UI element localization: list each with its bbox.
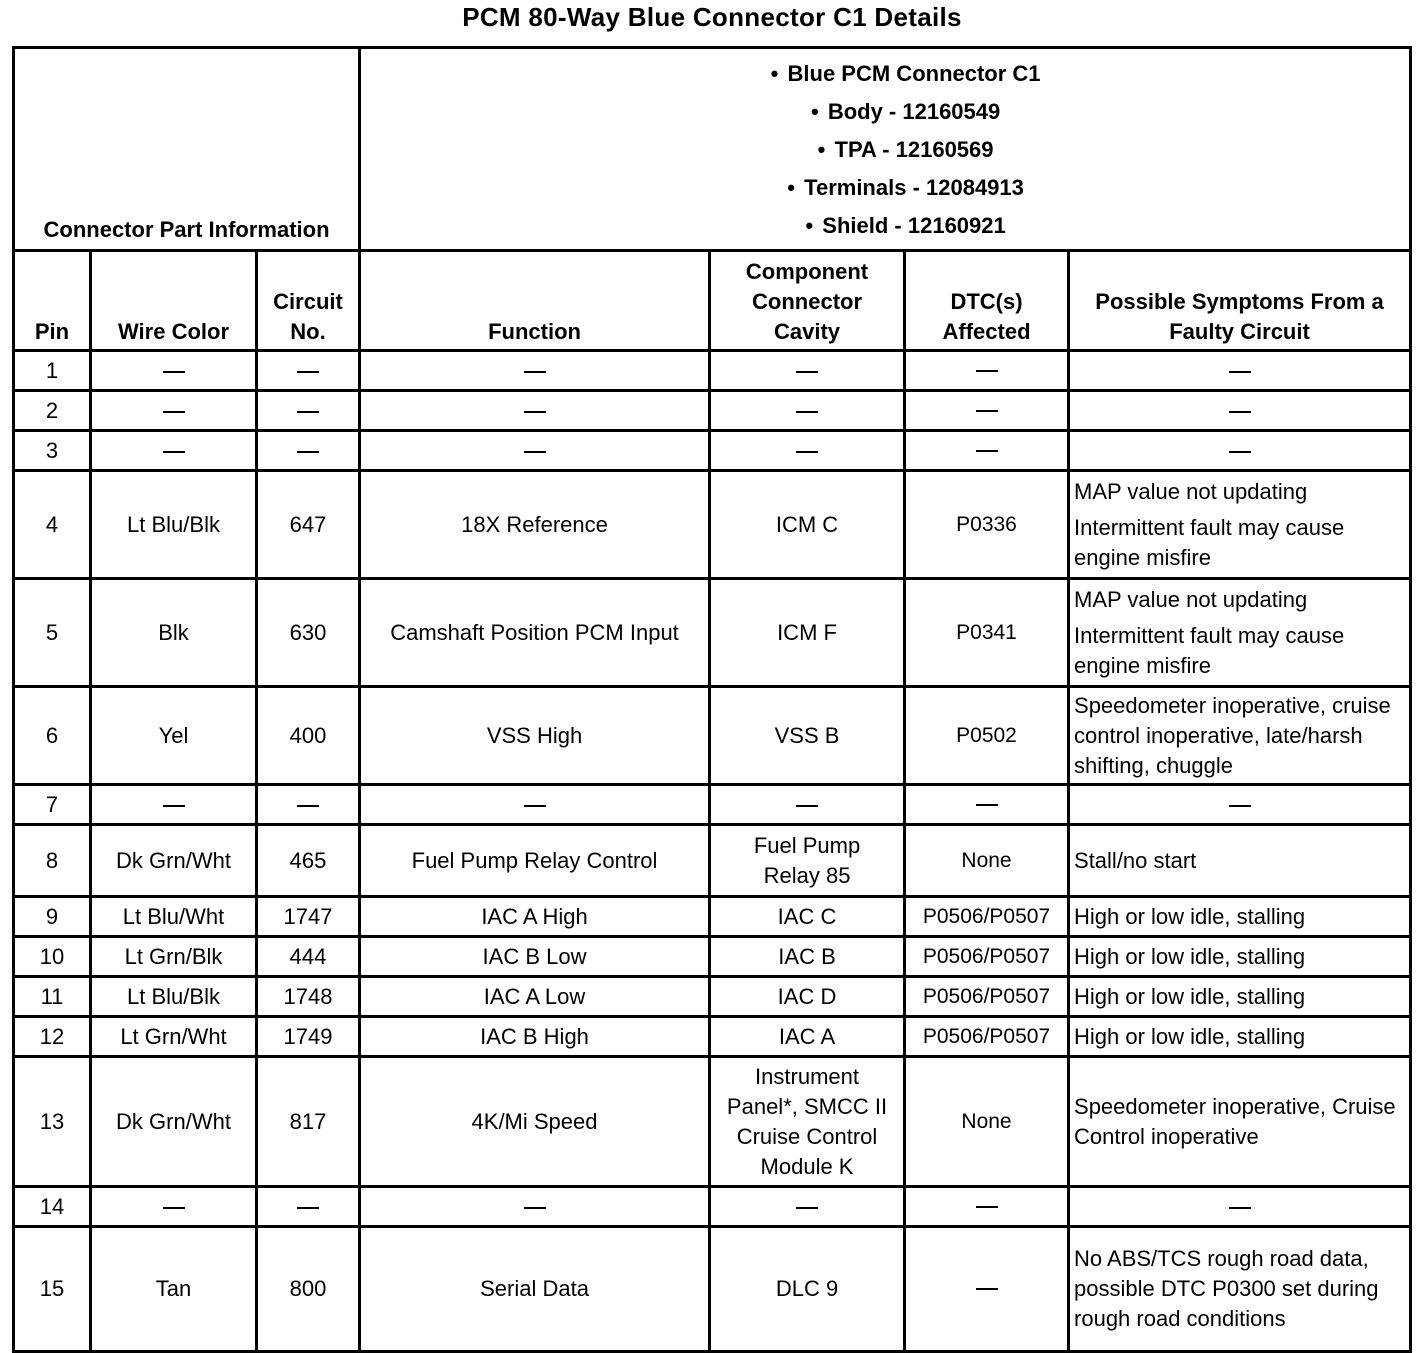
table-row [14,687,1411,785]
cell-text: Camshaft Position PCM Input [390,619,679,645]
connector-info-item: • Blue PCM Connector C1 [401,55,1401,93]
symptom-line [1074,585,1405,615]
dtc-cell [905,1227,1069,1352]
cell-text: MAP value not updating [1074,478,1308,504]
empty-dash [297,1207,319,1209]
circuit-cell [257,897,360,937]
cell-text: IAC B High [480,1023,589,1049]
table-row [14,1057,1411,1187]
empty-dash [1229,371,1251,373]
empty-dash [524,371,546,373]
cell-text: 12 [39,1023,65,1049]
cell-text: 1 [45,357,59,383]
circuit-cell [257,687,360,785]
table-row [14,579,1411,687]
pin-cell [14,579,91,687]
circuit-cell [257,579,360,687]
cell-text: Fuel Pump Relay Control [411,847,658,873]
empty-dash [796,805,818,807]
col-header-pin: Pin [14,251,91,351]
cell-text: Yel [158,722,189,748]
cavity-cell [710,471,905,579]
symptom-line [1074,902,1405,932]
empty-dash [976,1206,998,1208]
cell-text: Lt Blu/Blk [127,983,220,1009]
circuit-cell [257,1227,360,1352]
col-header-symptoms [1069,251,1411,351]
empty-dash [524,805,546,807]
symptom-line [1074,846,1405,876]
circuit-cell [257,391,360,431]
empty-dash [297,371,319,373]
symptom-line [1074,982,1405,1012]
cell-text: 444 [289,943,327,969]
cavity-cell [710,431,905,471]
function-cell [360,785,710,825]
symptoms-cell [1069,937,1411,977]
cell-text: Blk [158,619,189,645]
symptom-line [1074,436,1405,466]
empty-dash [1229,411,1251,413]
cell-text: IAC C [777,903,837,929]
cell-text: 5 [45,619,59,645]
col-header-wire-color: Wire Color [91,251,257,351]
empty-dash [1229,1207,1251,1209]
col-header-function: Function [360,251,710,351]
cell-text: IAC A [778,1023,836,1049]
cavity-cell [710,1017,905,1057]
function-cell [360,687,710,785]
header-line: DTC(s) [950,289,1023,314]
dtc-cell [905,687,1069,785]
pin-cell [14,897,91,937]
function-cell [360,431,710,471]
wire-color-cell [91,579,257,687]
cell-text: VSS High [486,722,583,748]
empty-dash [976,410,998,412]
wire-color-cell [91,977,257,1017]
col-header-circuit [257,251,360,351]
symptom-line [1074,396,1405,426]
function-cell [360,351,710,391]
symptoms-cell [1069,687,1411,785]
cell-text: Tan [155,1276,192,1301]
cavity-cell [710,351,905,391]
cell-text: P0336 [956,512,1017,536]
cell-text: VSS B [774,722,840,748]
table-row [14,937,1411,977]
header-line: No. [290,319,326,344]
wire-color-cell [91,391,257,431]
dtc-cell [905,1017,1069,1057]
cell-text: 800 [289,1276,327,1301]
circuit-cell [257,785,360,825]
cell-text: MAP value not updating [1074,586,1308,612]
function-cell [360,579,710,687]
cell-text: P0506/P0507 [922,944,1051,968]
empty-dash [524,1207,546,1209]
empty-dash [796,371,818,373]
cell-text: Instrument [755,1063,859,1089]
empty-dash [976,804,998,806]
cavity-cell [710,579,905,687]
cell-text: IAC A High [481,903,588,929]
cavity-cell [710,1227,905,1352]
symptoms-cell [1069,471,1411,579]
connector-info-item: • Shield - 12160921 [401,207,1401,245]
wire-color-cell [91,1057,257,1187]
cell-text: Speedometer inoperative, Cruise Control inoperative [1074,1093,1396,1149]
cell-text: Lt Blu/Blk [127,511,220,537]
cell-text: Dk Grn/Wht [116,847,231,873]
empty-dash [1229,805,1251,807]
cell-text: High or low idle, stalling [1074,983,1306,1009]
cell-text: Intermittent fault may cause engine misfire [1074,514,1345,570]
function-cell [360,1227,710,1352]
dtc-cell [905,351,1069,391]
col-header-dtc [905,251,1069,351]
cell-text: Lt Blu/Wht [122,903,225,929]
empty-dash [976,450,998,452]
header-line: Connector [752,289,863,314]
wire-color-cell [91,785,257,825]
cell-text: 13 [39,1108,65,1134]
symptom-line [1074,1022,1405,1052]
empty-dash [163,805,185,807]
cell-text: IAC B [778,943,836,969]
symptoms-cell [1069,785,1411,825]
function-cell [360,471,710,579]
connector-info-item: • Body - 12160549 [401,93,1401,131]
dtc-cell [905,1057,1069,1187]
cell-text: 14 [39,1193,65,1219]
empty-dash [163,411,185,413]
dtc-cell [905,1187,1069,1227]
symptoms-cell [1069,897,1411,937]
pin-cell [14,351,91,391]
cell-text: IAC D [777,983,837,1009]
pin-cell [14,431,91,471]
circuit-cell [257,351,360,391]
wire-color-cell [91,471,257,579]
cell-text: ICM F [777,619,837,645]
cell-text: 3 [45,437,59,463]
function-cell [360,391,710,431]
function-cell [360,897,710,937]
pin-cell [14,825,91,897]
column-header-row [14,251,1411,351]
empty-dash [976,1288,998,1290]
wire-color-cell [91,1187,257,1227]
cell-text: None [961,1109,1012,1133]
cell-text: None [961,848,1012,872]
cell-text: 465 [289,847,327,873]
cell-text: High or low idle, stalling [1074,903,1306,929]
circuit-cell [257,937,360,977]
cavity-cell [710,785,905,825]
symptoms-cell [1069,825,1411,897]
pin-cell [14,391,91,431]
function-cell [360,1017,710,1057]
symptom-line [1074,1192,1405,1222]
wire-color-cell [91,897,257,937]
cell-text: IAC A Low [483,983,586,1009]
table-row [14,1227,1411,1352]
header-line: Faulty Circuit [1169,319,1310,344]
cavity-cell [710,937,905,977]
cavity-cell [710,1187,905,1227]
cavity-cell [710,825,905,897]
cell-text: 647 [289,511,327,537]
cell-text: DLC 9 [775,1276,839,1301]
connector-info-row [14,48,1411,251]
cell-text: 10 [39,943,65,969]
cell-text: 817 [289,1108,327,1134]
cell-text: ICM C [775,511,839,537]
empty-dash [163,1207,185,1209]
pin-cell [14,471,91,579]
table-row [14,825,1411,897]
dtc-cell [905,825,1069,897]
cell-text: Cruise Control [736,1123,878,1149]
cell-text: 18X Reference [461,511,608,537]
empty-dash [524,411,546,413]
cell-text: 4K/Mi Speed [471,1108,598,1134]
table-row [14,431,1411,471]
dtc-cell [905,897,1069,937]
function-cell [360,1057,710,1187]
table-row [14,471,1411,579]
wire-color-cell [91,937,257,977]
cell-text: 15 [39,1276,65,1301]
table-row [14,1017,1411,1057]
header-line: Component [745,259,869,284]
dtc-cell [905,977,1069,1017]
symptom-line [1074,621,1405,681]
function-cell [360,825,710,897]
empty-dash [163,371,185,373]
symptoms-cell [1069,351,1411,391]
symptoms-cell [1069,1017,1411,1057]
cell-text: 7 [45,791,59,817]
cell-text: Speedometer inoperative, cruise control inoperative, late/harsh shifting, chuggle [1074,692,1391,778]
empty-dash [796,451,818,453]
dtc-cell [905,391,1069,431]
cavity-cell [710,1057,905,1187]
cavity-cell [710,391,905,431]
col-header-cavity [710,251,905,351]
cell-text: 1748 [283,983,333,1009]
symptom-line [1074,513,1405,573]
symptom-line [1074,477,1405,507]
dtc-cell [905,579,1069,687]
cell-text: P0506/P0507 [922,904,1051,928]
header-line: Cavity [773,319,841,344]
cell-text: IAC B Low [482,943,587,969]
circuit-cell [257,977,360,1017]
cavity-cell [710,977,905,1017]
dtc-cell [905,471,1069,579]
cell-text: Lt Grn/Wht [120,1023,227,1049]
symptoms-cell [1069,1057,1411,1187]
connector-table [12,46,1412,1353]
header-line: Possible Symptoms From a [1095,289,1384,314]
cell-text: 1749 [283,1023,333,1049]
cell-text: 8 [45,847,59,873]
table-row [14,785,1411,825]
circuit-cell [257,1017,360,1057]
cell-text: Lt Grn/Blk [124,943,223,969]
function-cell [360,937,710,977]
wire-color-cell [91,351,257,391]
wire-color-cell [91,825,257,897]
pin-cell [14,1227,91,1352]
cell-text: P0506/P0507 [922,1024,1051,1048]
pin-cell [14,1187,91,1227]
empty-dash [796,1207,818,1209]
pin-cell [14,1017,91,1057]
table-row [14,977,1411,1017]
connector-info-list [360,48,1411,251]
table-row [14,391,1411,431]
circuit-cell [257,1057,360,1187]
cavity-cell [710,897,905,937]
symptom-line [1074,1244,1405,1334]
wire-color-cell [91,1017,257,1057]
empty-dash [297,411,319,413]
wire-color-cell [91,1227,257,1352]
cell-text: Module K [760,1153,854,1179]
cell-text: P0502 [956,723,1017,747]
circuit-cell [257,431,360,471]
cavity-cell [710,687,905,785]
circuit-cell [257,825,360,897]
wire-color-cell [91,687,257,785]
circuit-cell [257,471,360,579]
page-title: PCM 80-Way Blue Connector C1 Details [462,2,962,32]
symptom-line [1074,691,1405,781]
cell-text: Panel*, SMCC II [726,1093,888,1119]
cell-text: High or low idle, stalling [1074,943,1306,969]
empty-dash [297,451,319,453]
symptom-line [1074,356,1405,386]
empty-dash [796,411,818,413]
pin-cell [14,687,91,785]
cell-text: P0341 [956,620,1017,644]
cell-text: 1747 [283,903,333,929]
dtc-cell [905,431,1069,471]
cell-text: No ABS/TCS rough road data, possible DTC P0300 set during rough road conditions [1074,1246,1379,1331]
dtc-cell [905,785,1069,825]
dtc-cell [905,937,1069,977]
pin-cell [14,937,91,977]
cell-text: Fuel Pump [753,832,861,858]
cell-text: High or low idle, stalling [1074,1023,1306,1049]
table-row [14,351,1411,391]
symptoms-cell [1069,1227,1411,1352]
cell-text: 6 [45,722,59,748]
function-cell [360,1187,710,1227]
empty-dash [297,805,319,807]
cell-text: Serial Data [480,1276,589,1301]
table-row [14,1187,1411,1227]
pin-cell [14,1057,91,1187]
pin-cell [14,785,91,825]
empty-dash [524,451,546,453]
header-line: Circuit [273,289,343,314]
connector-info-item: • Terminals - 12084913 [401,169,1401,207]
cell-text: 2 [45,397,59,423]
symptom-line [1074,942,1405,972]
cell-text: 400 [289,722,327,748]
symptoms-cell [1069,391,1411,431]
connector-info-item: • TPA - 12160569 [401,131,1401,169]
cell-text: 630 [289,619,327,645]
cell-text: Relay 85 [763,862,851,888]
wire-color-cell [91,431,257,471]
symptoms-cell [1069,579,1411,687]
table-row [14,897,1411,937]
empty-dash [976,370,998,372]
symptoms-cell [1069,977,1411,1017]
cell-text: Dk Grn/Wht [116,1108,231,1134]
circuit-cell [257,1187,360,1227]
connector-info-label: Connector Part Information [14,48,360,251]
symptoms-cell [1069,431,1411,471]
empty-dash [1229,451,1251,453]
symptom-line [1074,1092,1405,1152]
header-line: Affected [942,319,1031,344]
symptoms-cell [1069,1187,1411,1227]
pin-cell [14,977,91,1017]
cell-text: 4 [45,511,59,537]
cell-text: 9 [45,903,59,929]
symptom-line [1074,790,1405,820]
cell-text: 11 [40,983,64,1009]
cell-text: Stall/no start [1074,847,1197,873]
empty-dash [163,451,185,453]
cell-text: P0506/P0507 [922,984,1051,1008]
cell-text: Intermittent fault may cause engine misfire [1074,622,1345,678]
function-cell [360,977,710,1017]
